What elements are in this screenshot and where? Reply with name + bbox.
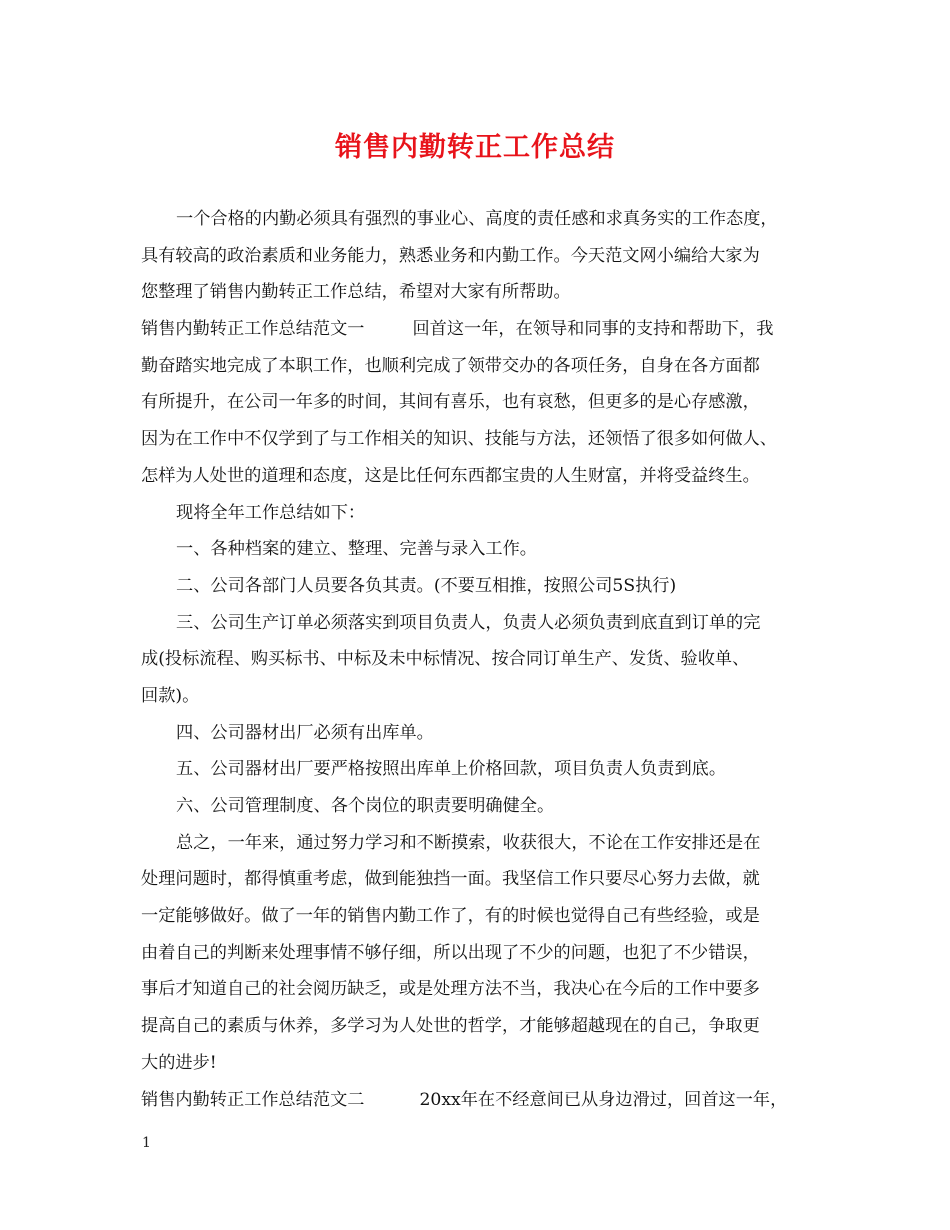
paragraph-line: 现将全年工作总结如下： (176, 502, 366, 523)
paragraph-line: 回款)。 (141, 685, 200, 706)
list-item: 五、公司器材出厂要严格按照出库单上价格回款，项目负责人负责到底。 (176, 759, 727, 780)
paragraph-line: 提高自己的素质与休养，多学习为人处世的哲学，才能够超越现在的自己，争取更 (141, 1016, 760, 1037)
list-item: 四、公司器材出厂必须有出库单。 (176, 722, 434, 743)
section-heading-2: 销售内勤转正工作总结范文二 (141, 1089, 365, 1110)
list-item: 三、公司生产订单必须落实到项目负责人，负责人必须负责到底直到订单的完 (176, 612, 761, 633)
paragraph-line: 怎样为人处世的道理和态度，这是比任何东西都宝贵的人生财富，并将受益终生。 (141, 465, 760, 486)
paragraph-line: 一个合格的内勤必须具有强烈的事业心、高度的责任感和求真务实的工作态度， (176, 209, 778, 229)
paragraph-line: 大的进步! (141, 1052, 217, 1073)
paragraph-line: 处理问题时，都得慎重考虑，做到能独挡一面。我坚信工作只要尽心努力去做，就 (141, 869, 760, 890)
paragraph-line: 总之，一年来，通过努力学习和不断摸索，收获很大，不论在工作安排还是在 (176, 832, 761, 853)
paragraph-line: 您整理了销售内勤转正工作总结，希望对大家有所帮助。 (141, 282, 571, 303)
list-item: 二、公司各部门人员要各负其责。(不要互相推，按照公司5S执行) (176, 575, 677, 596)
document-title: 销售内勤转正工作总结 (335, 132, 615, 163)
page-number: 1 (142, 1135, 151, 1151)
paragraph-line: 事后才知道自己的社会阅历缺乏，或是处理方法不当，我决心在今后的工作中要多 (141, 979, 760, 1000)
paragraph-line: 具有较高的政治素质和业务能力，熟悉业务和内勤工作。今天范文网小编给大家为 (141, 245, 760, 266)
document-body (141, 201, 831, 1118)
paragraph-line: 勤奋踏实地完成了本职工作，也顺利完成了领带交办的各项任务，自身在各方面都 (141, 355, 760, 376)
paragraph-line: 有所提升，在公司一年多的时间，其间有喜乐，也有哀愁，但更多的是心存感激， (141, 392, 760, 413)
paragraph-line: 20xx年在不经意间已从身边滑过，回首这一年， (419, 1089, 788, 1110)
paragraph-line: 一定能够做好。做了一年的销售内勤工作了，有的时候也觉得自己有些经验，或是 (141, 906, 760, 927)
list-item: 一、各种档案的建立、整理、完善与录入工作。 (176, 539, 537, 560)
section-heading-line (141, 311, 831, 348)
section-heading-line (141, 1082, 831, 1119)
paragraph-line: 回首这一年，在领导和同事的支持和帮助下，我 (412, 319, 774, 340)
paragraph-line: 成(投标流程、购买标书、中标及未中标情况、按合同订单生产、发货、验收单、 (141, 649, 750, 670)
paragraph-line: 由着自己的判断来处理事情不够仔细，所以出现了不少的问题，也犯了不少错误， (141, 942, 760, 963)
list-item: 六、公司管理制度、各个岗位的职责要明确健全。 (176, 796, 555, 816)
section-heading-1: 销售内勤转正工作总结范文一 (141, 319, 365, 340)
paragraph-line: 因为在工作中不仅学到了与工作相关的知识、技能与方法，还领悟了很多如何做人、 (141, 429, 777, 450)
